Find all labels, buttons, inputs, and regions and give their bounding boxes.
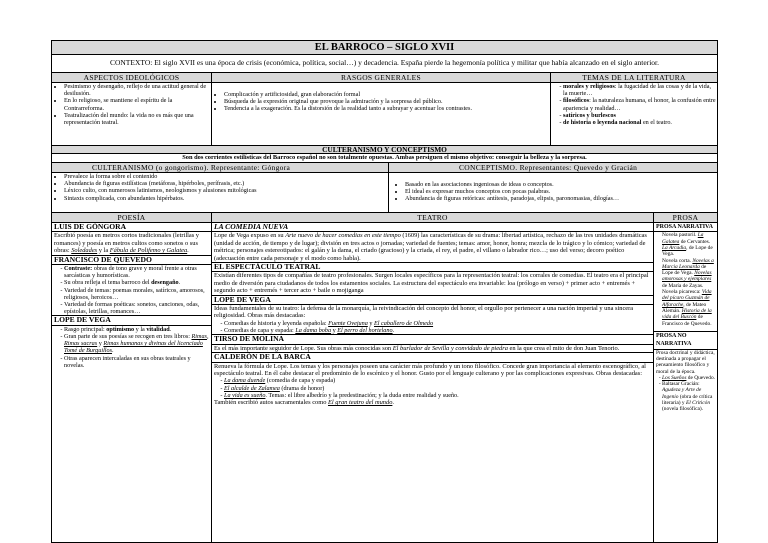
poesia-heading: POESÍA (52, 213, 211, 223)
aspectos-heading: ASPECTOS IDEOLÓGICOS (52, 73, 211, 83)
quevedo-list (52, 265, 211, 315)
list-item: - Variedad de formas poéticas: sonetos, canciones, odas, epístolas, letrillas, romances… (64, 301, 211, 315)
prosa-no-narrativa-text: Prosa doctrinal y didáctica, destinada a propagar el pensamiento filosófico y moral de la época. (656, 349, 715, 375)
poesia-column (52, 213, 212, 542)
list-item: - Comedias de capa y espada: La dama boba y El perro del hortelano. (224, 327, 653, 334)
list-item: • Sintaxis complicada, con abundantes hipérbatos. (64, 195, 388, 202)
list-item: - Baltasar Gracián: Agudeza y Arte de Ingenio (obra de crítica literaria) y El Criticón (novela filosófica). (662, 381, 717, 412)
prosa-no-narrativa-list (654, 375, 717, 413)
gongora-text: Escribió poesía en metros cortos tradicionales (letrillas y romances) y poesía en metros cultos como sonetos o sus obras: Soledades y la Fábula de Polifemo y Galatea. (54, 232, 199, 255)
list-item: • El ideal es expresar muchos conceptos con pocas palabras. (405, 188, 717, 195)
culteranismo-subheading: CULTERANISMO (o gongorismo). Representante: Góngora (52, 163, 388, 173)
teatro-column (212, 213, 654, 542)
lope-poesia-heading: LOPE DE VEGA (52, 315, 211, 325)
autos-text: También escribió autos sacramentales como El gran teatro del mundo. (214, 398, 394, 406)
list-item: - La vida es sueño. Temas: el libre albedrío y la predestinación; y la duda entre realidad y sueño. (224, 392, 653, 399)
list-item: - satíricos y burlescos (563, 112, 717, 119)
genres-table (51, 213, 718, 543)
prosa-narrativa-list (654, 232, 717, 326)
list-item: - El alcalde de Zalamea (drama de honor) (224, 385, 653, 392)
list-item: • Tendencia a la exageración. Es la distorsión de la realidad tanto a subrayar y acentuar los contrastes. (224, 105, 550, 112)
comedia-heading: LA COMEDIA NUEVA (212, 223, 653, 232)
prosa-narrativa-heading: PROSA NARRATIVA (654, 223, 717, 232)
quevedo-heading: FRANCISCO DE QUEVEDO (52, 255, 211, 265)
espectaculo-text: Existían diferentes tipos de compañías de teatro profesionales. Surgen locales específicos para la representación teatral: los corrales de comedias. El teatro era el principal medio de diversión para ciudadanos de todos los estamentos sociales. La estructura del espectáculo era invariable: loa (prólogo en verso) + primer acto + entremés + segundo acto + entremés + tercer acto + baile o mojiganga (214, 272, 649, 295)
rasgos-list (212, 83, 550, 113)
conceptismo-column (389, 163, 717, 212)
comedia-text: Lope de Vega expuso en su Arte nuevo de hacer comedias en este tiempo (1609) las características de su drama: libertad artística, rechazo de las tres unidades dramáticas (unidad de acción, de tiempo y de lugar); división en tres actos o jornadas; variedad de fuentes; temas: amor, honor, honra; mezcla de lo trágico y lo cómico; variedad de métrica; personajes estereotipados: el galán y la dama, el criado (gracioso) y la criada, el rey, el padre, el villano o labrador rico…; uso del verso; decoro poético (adecuación entre cada personaje y el modo como habla). (214, 232, 647, 262)
lope-teatro-list (212, 320, 653, 334)
list-item: - Los Sueños de Quevedo. (662, 375, 717, 381)
temas-heading: TEMAS DE LA LITERATURA (551, 73, 717, 83)
list-item: - Su obra refleja el tema barroco del desengaño. (64, 279, 211, 286)
list-item: - Variedad de temas: poemas morales, satíricos, amorosos, religiosos, heroicos… (64, 287, 211, 301)
prosa-heading: PROSA (654, 213, 717, 223)
list-item: - Rasgo principal: optimismo y la vitalidad. (64, 326, 211, 333)
list-item: - morales y religiosos: la fugacidad de las cosas y de la vida, la muerte… (563, 83, 717, 97)
list-item: - de historia o leyenda nacional en el teatro. (563, 119, 717, 126)
calderon-heading: CALDERÓN DE LA BARCA (212, 352, 653, 362)
list-item: • En lo religioso, se mantiene el espíritu de la Contrarreforma. (64, 97, 211, 111)
culteranismo-column (52, 163, 389, 212)
aspectos-column (52, 73, 212, 145)
culteranismo-intro: Son dos corrientes estilísticas del Barroco español no son totalmente opuestas. Ambas persiguen el mismo objetivo: conseguir la belleza y la sorpresa. (51, 154, 718, 163)
rasgos-column (212, 73, 551, 145)
list-item: • Abundancia de figuras estilísticas (metáforas, hipérboles, perífrasis, etc.) (64, 180, 388, 187)
lope-poesia-list (52, 326, 211, 369)
lope-teatro-heading: LOPE DE VEGA (212, 295, 653, 305)
prosa-column (654, 213, 717, 542)
tirso-text: Es el más importante seguidor de Lope. Sus obras más conocidas son El burlador de Sevilla y convidado de piedra en la que crea el mito de don Juan Tenorio. (214, 344, 620, 352)
page-title: EL BARROCO – SIGLO XVII (51, 40, 718, 55)
list-item: • Búsqueda de la expresión original que provoque la admiración y la sorpresa del público. (224, 98, 550, 105)
context-line: CONTEXTO: El siglo XVII es una época de crisis (económica, política, social…) y decadencia. España pierde la hegemonía política y militar que había alcanzado en el siglo anterior. (51, 55, 718, 73)
list-item: - Contraste: obras de tono grave y moral frente a otras sarcásticas y humorísticas. (64, 265, 211, 279)
list-item: - Comedias de historia y leyenda española: Fuente Ovejuna y El caballero de Olmedo (224, 320, 653, 327)
calderon-list (212, 377, 653, 399)
teatro-heading: TEATRO (212, 213, 653, 223)
list-item: • Teatralización del mundo: la vida no es más que una representación teatral. (64, 112, 211, 126)
rasgos-heading: RASGOS GENERALES (212, 73, 550, 83)
list-item: - Otras aparecen intercaladas en sus obras teatrales y novelas. (64, 355, 211, 369)
lope-teatro-text: Ideas fundamentales de su teatro: la defensa de la monarquía, la reivindicación del concepto del honor, el orgullo por pertenecer a una nación imperial y una sincera religiosidad. Obras más destacadas: (214, 305, 634, 320)
list-item: • Prevalece la forma sobre el contenido (64, 173, 388, 180)
list-item: • Léxico culto, con numerosos latinismos, neologismos y alusiones mitológicas (64, 187, 388, 194)
culteranismo-list (52, 173, 388, 202)
espectaculo-heading: EL ESPECTÁCULO TEATRAL (212, 262, 653, 272)
list-item: • Pesimismo y desengaño, reflejo de una actitud general de desilusión. (64, 83, 211, 97)
list-item: • Novela corta. Novelas a Marcia Leonarda de Lope de Vega. Novelas amorosas y ejemplares de María de Zayas. (662, 258, 717, 289)
list-item: • Abundancia de figuras retóricas: antítesis, paradojas, elipsis, paronomasias, dilogías… (405, 195, 717, 202)
temas-list (551, 83, 717, 126)
aspectos-list (52, 83, 211, 126)
list-item: - filosóficos: la naturaleza humana, el honor, la confusión entre apariencia y realidad… (563, 97, 717, 111)
list-item: • Novela pastoril. La Galatea de Cervantes. La Arcadia, de Lope de Vega. (662, 232, 717, 257)
list-item: • Novela picaresca: Vida del pícaro Guzmán de Alfarache, de Mateo Alemán. Historia de la vida del Buscón de Francisco de Quevedo. (662, 289, 717, 327)
list-item: - Gran parte de sus poesías se recogen en tres libros: Rimas, Rimas sacras y Rimas humanas y divinas del licenciado Tomé de Burguillos. (64, 333, 211, 355)
conceptismo-list (389, 173, 717, 203)
conceptismo-subheading: CONCEPTISMO. Representantes: Quevedo y Gracián (389, 163, 717, 173)
culteranismo-heading: CULTERANISMO Y CONCEPTISMO (51, 146, 718, 154)
overview-table (51, 73, 718, 146)
prosa-no-narrativa-heading: PROSA NO NARRATIVA (654, 331, 717, 350)
culteranismo-table (51, 163, 718, 213)
tirso-heading: TIRSO DE MOLINA (212, 334, 653, 344)
list-item: - La dama duende (comedia de capa y espada) (224, 377, 653, 384)
list-item: • Complicación y artificiosidad, gran elaboración formal (224, 91, 550, 98)
gongora-heading: LUIS DE GÓNGORA (52, 223, 211, 232)
temas-column (551, 73, 717, 145)
list-item: • Basado en las asociaciones ingeniosas de ideas o conceptos. (405, 181, 717, 188)
calderon-text: Renueva la fórmula de Lope. Los temas y los personajes poseen una carácter más profundo y un tono filosófico. Concede gran importancia al elemento escenográfico, al espectáculo teatral. En él cabe destacar el predominio de lo escénico y el honor. Gusto por el lenguaje culterano y por las complicaciones expresivas. Obras destacadas: (214, 362, 646, 377)
